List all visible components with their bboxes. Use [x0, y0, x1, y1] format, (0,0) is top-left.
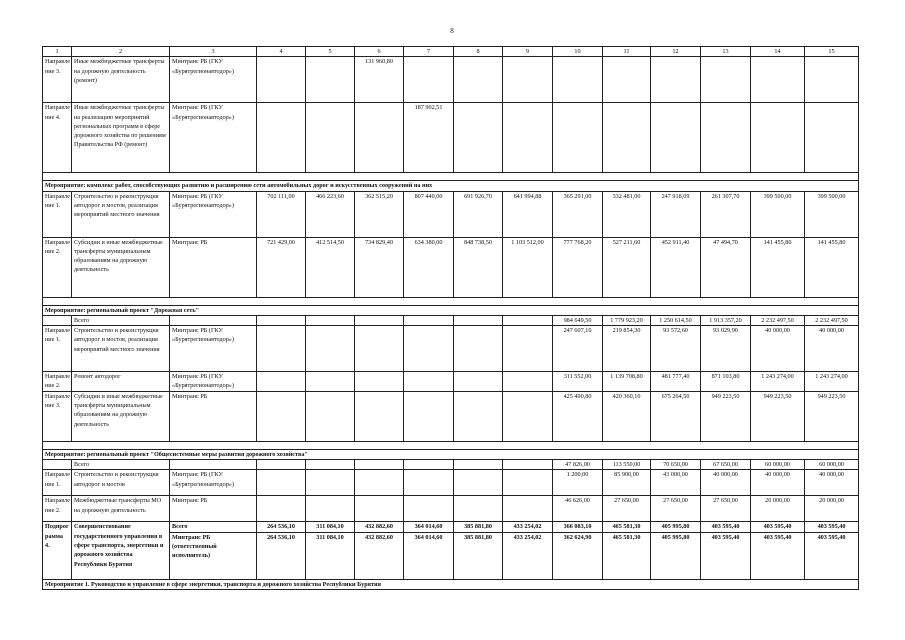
amount-cell	[503, 460, 553, 470]
amount-cell: 721 429,00	[257, 237, 306, 297]
section-title: Мероприятие: комплекс работ, способствующих развитию и расширению сети автомобильных дорог и искусственных сооружений на них	[43, 181, 859, 191]
table-row	[43, 191, 859, 237]
section-title-row	[43, 305, 859, 315]
table-row	[43, 372, 859, 392]
amount-cell: 734 829,40	[355, 237, 404, 297]
amount-cell	[404, 496, 454, 522]
amount-cell: 93 572,60	[651, 326, 701, 372]
spacer-cell	[43, 297, 859, 305]
amount-cell: 2 232 497,50	[805, 315, 859, 325]
amount-cell: 465 581,30	[603, 522, 651, 532]
amount-cell: 848 738,50	[454, 237, 503, 297]
budget-table	[42, 46, 859, 590]
executor-cell: Минтранс РБ	[170, 391, 257, 441]
amount-cell	[454, 326, 503, 372]
amount-cell	[355, 460, 404, 470]
amount-cell	[355, 372, 404, 392]
amount-cell: 433 254,02	[503, 532, 553, 579]
amount-cell: 1 250 614,50	[651, 315, 701, 325]
amount-cell: 46 626,00	[553, 496, 603, 522]
amount-cell	[306, 470, 355, 496]
amount-cell	[454, 460, 503, 470]
amount-cell	[257, 496, 306, 522]
amount-cell: 40 000,00	[805, 326, 859, 372]
amount-cell: 364 014,60	[404, 522, 454, 532]
amount-cell	[355, 496, 404, 522]
table-row	[43, 391, 859, 441]
amount-cell	[404, 372, 454, 392]
amount-cell: 403 595,40	[751, 532, 805, 579]
amount-cell: 141 455,80	[751, 237, 805, 297]
amount-cell: 949 223,50	[751, 391, 805, 441]
spacer-row	[43, 173, 859, 181]
amount-cell	[805, 103, 859, 173]
direction-cell	[43, 460, 72, 470]
amount-cell: 365 291,00	[553, 191, 603, 237]
direction-cell: Направле ние 3.	[43, 57, 72, 103]
amount-cell	[257, 470, 306, 496]
amount-cell: 466 223,60	[306, 191, 355, 237]
amount-cell: 67 650,00	[701, 460, 751, 470]
amount-cell: 481 777,40	[651, 372, 701, 392]
amount-cell	[306, 315, 355, 325]
amount-cell: 264 536,10	[257, 532, 306, 579]
direction-cell: Направле ние 4.	[43, 103, 72, 173]
amount-cell: 43 000,00	[651, 470, 701, 496]
amount-cell	[503, 326, 553, 372]
column-number: 3	[170, 47, 257, 57]
item-name-cell: Ремонт автодорог	[72, 372, 170, 392]
amount-cell: 807 440,00	[404, 191, 454, 237]
amount-cell	[306, 326, 355, 372]
direction-cell: Направле ние 3.	[43, 391, 72, 441]
amount-cell: 777 768,20	[553, 237, 603, 297]
subprogram-number: Подпрог рамма 4.	[43, 522, 72, 579]
amount-cell: 1 103 512,00	[503, 237, 553, 297]
amount-cell	[355, 326, 404, 372]
amount-cell: 47 494,70	[701, 237, 751, 297]
section-title: Мероприятие 1. Руководство и управление в сфере энергетики, транспорта и дорожного хозяйства Республики Бурятия	[43, 579, 859, 589]
executor-cell: Минтранс РБ (ГКУ «Бурятрегионавтодор»)	[170, 470, 257, 496]
amount-cell: 261 307,70	[701, 191, 751, 237]
amount-cell	[503, 315, 553, 325]
amount-cell	[355, 470, 404, 496]
subprogram-row	[43, 522, 859, 532]
column-number: 6	[355, 47, 404, 57]
amount-cell: 47 826,00	[553, 460, 603, 470]
subprogram-name: Совершенствование государственного управления в сфере транспорта, энергетики и дорожного хозяйства Республики Бурятия	[72, 522, 170, 579]
amount-cell: 949 223,50	[701, 391, 751, 441]
item-name-cell: Иные межбюджетные трансферты на реализацию мероприятий региональных программ в сфере дорожного хозяйства по решениям Правительства РФ (ремонт)	[72, 103, 170, 173]
amount-cell	[553, 57, 603, 103]
executor-cell: Минтранс РБ (ответственный исполнитель)	[170, 532, 257, 579]
amount-cell	[454, 372, 503, 392]
amount-cell	[503, 496, 553, 522]
executor-cell: Минтранс РБ	[170, 237, 257, 297]
amount-cell: 362 515,20	[355, 191, 404, 237]
item-name-cell: Всего	[72, 315, 170, 325]
column-number: 12	[651, 47, 701, 57]
amount-cell	[454, 103, 503, 173]
section-title: Мероприятие: региональный проект "Дорожная сеть"	[43, 305, 859, 315]
amount-cell: 1 779 923,20	[603, 315, 651, 325]
amount-cell	[454, 470, 503, 496]
column-number: 4	[257, 47, 306, 57]
column-number: 8	[454, 47, 503, 57]
direction-cell: Направле ние 2.	[43, 237, 72, 297]
amount-cell	[553, 103, 603, 173]
amount-cell: 1 139 708,80	[603, 372, 651, 392]
amount-cell: 40 000,00	[805, 470, 859, 496]
item-name-cell: Межбюджетные трансферты МО на дорожную деятельность	[72, 496, 170, 522]
amount-cell: 403 595,40	[701, 522, 751, 532]
amount-cell: 691 926,70	[454, 191, 503, 237]
direction-cell: Направле ние 2.	[43, 496, 72, 522]
amount-cell	[257, 372, 306, 392]
amount-cell	[355, 103, 404, 173]
amount-cell: 60 000,00	[751, 460, 805, 470]
table-row	[43, 57, 859, 103]
table-row	[43, 103, 859, 173]
amount-cell: 332 481,00	[603, 191, 651, 237]
amount-cell	[701, 57, 751, 103]
executor-cell: Минтранс РБ	[170, 496, 257, 522]
amount-cell	[701, 103, 751, 173]
amount-cell: 131 960,80	[355, 57, 404, 103]
amount-cell: 20 000,00	[805, 496, 859, 522]
amount-cell: 641 994,88	[503, 191, 553, 237]
table-row	[43, 460, 859, 470]
amount-cell: 264 536,10	[257, 522, 306, 532]
amount-cell: 385 881,80	[454, 532, 503, 579]
amount-cell	[306, 103, 355, 173]
executor-cell	[170, 315, 257, 325]
amount-cell: 364 014,60	[404, 532, 454, 579]
amount-cell	[805, 57, 859, 103]
amount-cell: 93 029,90	[701, 326, 751, 372]
amount-cell: 2 232 497,50	[751, 315, 805, 325]
table-row	[43, 326, 859, 372]
amount-cell	[503, 391, 553, 441]
amount-cell: 311 084,10	[306, 522, 355, 532]
amount-cell: 247 607,10	[553, 326, 603, 372]
amount-cell: 311 084,10	[306, 532, 355, 579]
spacer-row	[43, 441, 859, 449]
column-number: 2	[72, 47, 170, 57]
amount-cell: 385 881,80	[454, 522, 503, 532]
column-number: 13	[701, 47, 751, 57]
amount-cell: 27 650,00	[701, 496, 751, 522]
amount-cell	[503, 57, 553, 103]
spacer-cell	[43, 441, 859, 449]
amount-cell: 432 882,60	[355, 532, 404, 579]
column-number: 9	[503, 47, 553, 57]
amount-cell: 311 552,00	[553, 372, 603, 392]
section-title-row	[43, 449, 859, 459]
amount-cell: 425 490,80	[553, 391, 603, 441]
direction-cell: Направле ние 1.	[43, 470, 72, 496]
amount-cell	[603, 57, 651, 103]
direction-cell: Направле ние 1.	[43, 326, 72, 372]
amount-cell	[503, 470, 553, 496]
amount-cell: 432 882,60	[355, 522, 404, 532]
amount-cell	[751, 57, 805, 103]
amount-cell: 40 000,00	[751, 326, 805, 372]
amount-cell: 70 650,00	[651, 460, 701, 470]
amount-cell	[404, 391, 454, 441]
amount-cell	[651, 57, 701, 103]
amount-cell	[404, 315, 454, 325]
executor-cell: Минтранс РБ (ГКУ «Бурятрегионавтодор»)	[170, 191, 257, 237]
amount-cell: 219 854,30	[603, 326, 651, 372]
amount-cell	[404, 460, 454, 470]
amount-cell	[306, 391, 355, 441]
direction-cell: Направле ние 1.	[43, 191, 72, 237]
executor-cell: Минтранс РБ (ГКУ «Бурятрегионавтодор»)	[170, 57, 257, 103]
amount-cell: 949 223,50	[805, 391, 859, 441]
amount-cell: 399 500,00	[805, 191, 859, 237]
amount-cell	[404, 57, 454, 103]
amount-cell: 85 900,00	[603, 470, 651, 496]
column-number: 15	[805, 47, 859, 57]
amount-cell	[257, 57, 306, 103]
table-row	[43, 237, 859, 297]
amount-cell	[503, 372, 553, 392]
executor-cell: Минтранс РБ (ГКУ «Бурятрегионавтодор»)	[170, 103, 257, 173]
item-name-cell: Строительство и реконструкция автодорог и мостов, реализация мероприятий местного значения	[72, 191, 170, 237]
amount-cell: 20 000,00	[751, 496, 805, 522]
amount-cell	[257, 460, 306, 470]
column-number: 11	[603, 47, 651, 57]
amount-cell: 27 650,00	[603, 496, 651, 522]
column-number: 1	[43, 47, 72, 57]
amount-cell	[306, 372, 355, 392]
item-name-cell: Строительство и реконструкция автодорог и мостов, реализация мероприятий местного значения	[72, 326, 170, 372]
column-number: 14	[751, 47, 805, 57]
amount-cell: 60 000,00	[805, 460, 859, 470]
amount-cell	[257, 391, 306, 441]
amount-cell: 27 650,00	[651, 496, 701, 522]
executor-cell: Минтранс РБ (ГКУ «Бурятрегионавтодор»)	[170, 372, 257, 392]
executor-cell	[170, 460, 257, 470]
amount-cell: 141 455,80	[805, 237, 859, 297]
amount-cell: 405 995,80	[651, 532, 701, 579]
amount-cell	[404, 470, 454, 496]
executor-cell: Минтранс РБ (ГКУ «Бурятрегионавтодор»)	[170, 326, 257, 372]
amount-cell: 403 595,40	[805, 532, 859, 579]
item-name-cell: Всего	[72, 460, 170, 470]
amount-cell	[454, 391, 503, 441]
amount-cell	[454, 57, 503, 103]
amount-cell: 40 000,00	[751, 470, 805, 496]
amount-cell	[603, 103, 651, 173]
amount-cell: 1 913 357,20	[701, 315, 751, 325]
amount-cell: 399 500,00	[751, 191, 805, 237]
executor-cell: Всего	[170, 522, 257, 532]
amount-cell	[651, 103, 701, 173]
table-row	[43, 496, 859, 522]
amount-cell	[355, 315, 404, 325]
table-row	[43, 470, 859, 496]
table-row	[43, 315, 859, 325]
amount-cell: 1 243 274,00	[805, 372, 859, 392]
item-name-cell: Иные межбюджетные трансферты на дорожную деятельность (ремонт)	[72, 57, 170, 103]
amount-cell	[454, 496, 503, 522]
amount-cell: 247 918,09	[651, 191, 701, 237]
amount-cell: 452 911,40	[651, 237, 701, 297]
amount-cell	[257, 103, 306, 173]
amount-cell	[404, 326, 454, 372]
amount-cell: 403 595,40	[701, 532, 751, 579]
page-number: 8	[450, 27, 454, 35]
amount-cell	[355, 391, 404, 441]
amount-cell: 634 380,00	[404, 237, 454, 297]
amount-cell	[503, 103, 553, 173]
amount-cell: 403 595,40	[805, 522, 859, 532]
section-title-row	[43, 181, 859, 191]
section-title: Мероприятие: региональный проект "Общесистемные меры развития дорожного хозяйства"	[43, 449, 859, 459]
amount-cell: 412 514,50	[306, 237, 355, 297]
column-number: 10	[553, 47, 603, 57]
section-title-row	[43, 579, 859, 589]
amount-cell: 405 995,80	[651, 522, 701, 532]
amount-cell: 1 200,00	[553, 470, 603, 496]
item-name-cell: Строительство и реконструкция автодорог и мостов	[72, 470, 170, 496]
amount-cell	[306, 57, 355, 103]
amount-cell	[454, 315, 503, 325]
spacer-cell	[43, 173, 859, 181]
amount-cell	[751, 103, 805, 173]
direction-cell	[43, 315, 72, 325]
amount-cell: 1 243 274,00	[751, 372, 805, 392]
amount-cell: 366 083,10	[553, 522, 603, 532]
amount-cell: 113 550,00	[603, 460, 651, 470]
amount-cell: 187 902,51	[404, 103, 454, 173]
amount-cell: 362 624,90	[553, 532, 603, 579]
amount-cell	[306, 460, 355, 470]
item-name-cell: Субсидии и иные межбюджетные трансферты муниципальным образованиям на дорожную деятельность	[72, 237, 170, 297]
column-number-row	[43, 47, 859, 57]
amount-cell: 420 360,10	[603, 391, 651, 441]
amount-cell	[257, 315, 306, 325]
amount-cell: 984 649,50	[553, 315, 603, 325]
amount-cell: 675 264,50	[651, 391, 701, 441]
item-name-cell: Субсидии и иные межбюджетные трансферты муниципальным образованиям на дорожную деятельность	[72, 391, 170, 441]
column-number: 7	[404, 47, 454, 57]
amount-cell: 871 103,80	[701, 372, 751, 392]
spacer-row	[43, 297, 859, 305]
column-number: 5	[306, 47, 355, 57]
amount-cell	[306, 496, 355, 522]
amount-cell: 465 581,30	[603, 532, 651, 579]
amount-cell: 433 254,02	[503, 522, 553, 532]
direction-cell: Направле ние 2.	[43, 372, 72, 392]
amount-cell: 527 211,60	[603, 237, 651, 297]
amount-cell	[257, 326, 306, 372]
amount-cell: 702 111,00	[257, 191, 306, 237]
amount-cell: 40 000,00	[701, 470, 751, 496]
amount-cell: 403 595,40	[751, 522, 805, 532]
